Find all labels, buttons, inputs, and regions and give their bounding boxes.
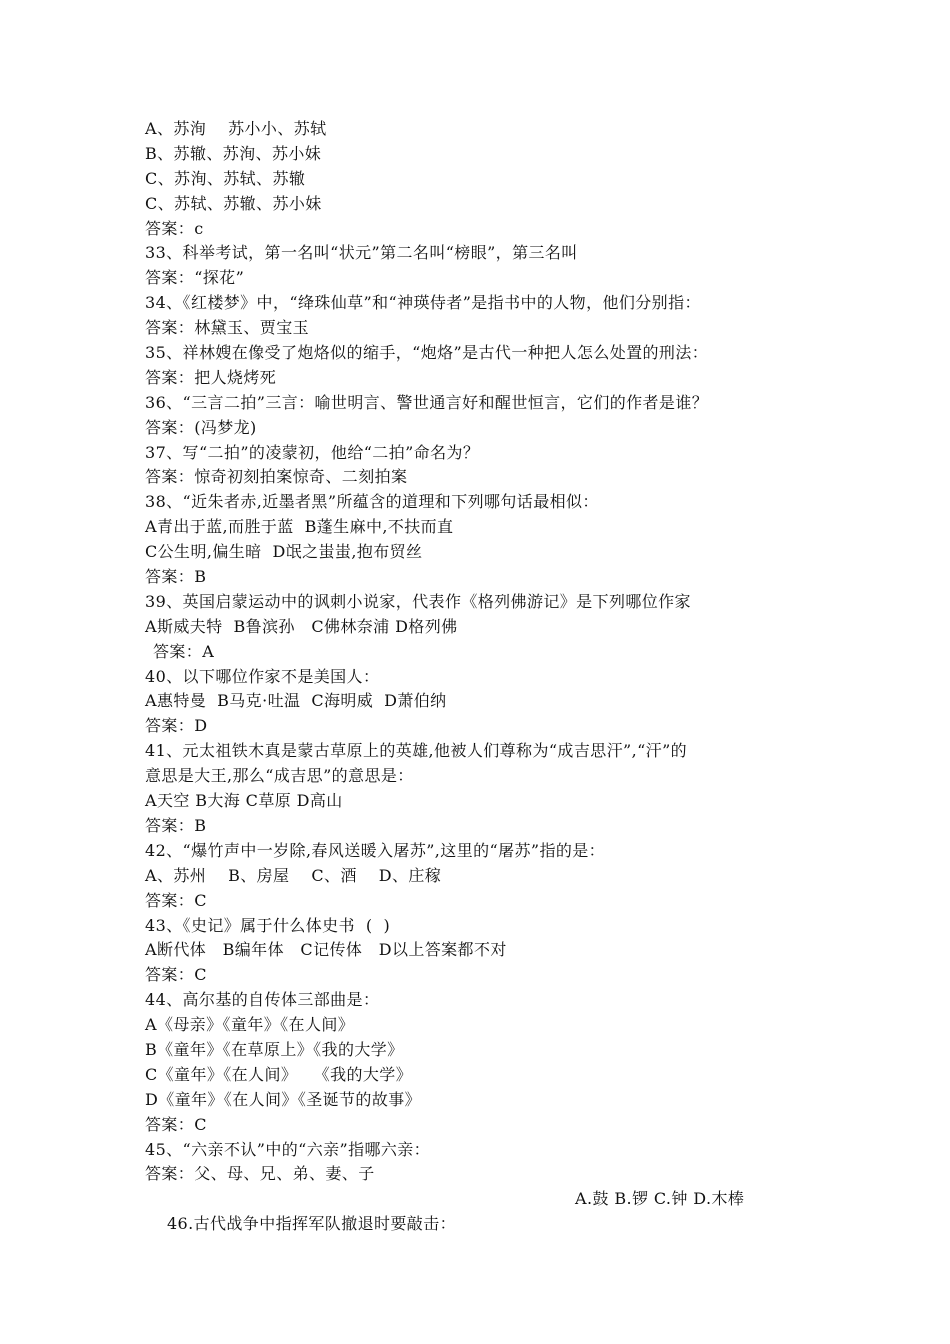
text-line: B、苏辙、苏洵、苏小妹: [145, 143, 322, 163]
text-line: C、苏轼、苏辙、苏小妹: [145, 193, 322, 213]
option-d: D《童年》《在人间》《圣诞节的故事》: [145, 1089, 422, 1109]
answer-line: 答案：父、母、兄、弟、妻、子: [145, 1164, 375, 1184]
document-page: [145, 117, 825, 1234]
question-41-continued: 意思是大王,那么“成吉思”的意思是：: [145, 766, 414, 786]
answer-line: 答案：“探花”: [145, 268, 245, 288]
options-line: A天空 B大海 C草原 D高山: [145, 791, 343, 811]
option-c: C《童年》《在人间》 《我的大学》: [145, 1064, 413, 1084]
question-46-options: A.鼓 B.锣 C.钟 D.木棒: [575, 1189, 745, 1209]
question-37: 37、写“二拍”的凌蒙初，他给“二拍”命名为？: [145, 442, 480, 462]
question-38: 38、“近朱者赤,近墨者黑”所蕴含的道理和下列哪句话最相似：: [145, 492, 599, 512]
answer-line: 答案：B: [145, 815, 207, 835]
answer-line: 答案：B: [145, 567, 207, 587]
answer-line: 答案：惊奇初刻拍案惊奇、二刻拍案: [145, 467, 408, 487]
question-42: 42、“爆竹声中一岁除,春风送暖入屠苏”,这里的“屠苏”指的是：: [145, 840, 606, 860]
answer-line: 答案：林黛玉、贾宝玉: [145, 318, 310, 338]
question-36: 36、“三言二拍”三言：喻世明言、警世通言好和醒世恒言，它们的作者是谁？: [145, 392, 709, 412]
answer-line: 答案：把人烧烤死: [145, 367, 277, 387]
question-46-text: 46.古代战争中指挥军队撤退时要敲击：: [166, 1214, 456, 1234]
question-40: 40、以下哪位作家不是美国人：: [145, 666, 380, 686]
options-line: A惠特曼 B马克·吐温 C海明威 D萧伯纳: [145, 691, 447, 711]
options-line: A断代体 B编年体 C记传体 D以上答案都不对: [145, 940, 507, 960]
options-line: C公生明,偏生暗 D氓之蚩蚩,抱布贸丝: [145, 542, 423, 562]
answer-line: 答案：(冯梦龙): [145, 417, 257, 437]
question-44: 44、高尔基的自传体三部曲是：: [145, 990, 380, 1010]
text-line: C、苏洵、苏轼、苏辙: [145, 168, 306, 188]
question-45: 45、“六亲不认”中的“六亲”指哪六亲：: [145, 1139, 431, 1159]
answer-line: 答案：A: [153, 641, 215, 661]
answer-line: 答案：C: [145, 1114, 207, 1134]
options-line: A青出于蓝,而胜于蓝 B蓬生麻中,不扶而直: [145, 517, 454, 537]
option-a: A《母亲》《童年》《在人间》: [145, 1015, 355, 1035]
options-line: A、苏州 B、房屋 C、酒 D、庄稼: [145, 865, 442, 885]
question-46: [145, 1187, 825, 1234]
question-35: 35、祥林嫂在像受了炮烙似的缩手，“炮烙”是古代一种把人怎么处置的刑法：: [145, 343, 709, 363]
answer-line: 答案：C: [145, 965, 207, 985]
question-34: 34、《红楼梦》中，“绛珠仙草”和“神瑛侍者”是指书中的人物，他们分别指：: [145, 293, 701, 313]
question-43: 43、《史记》属于什么体史书 ( ): [145, 915, 391, 935]
question-41: 41、元太祖铁木真是蒙古草原上的英雄,他被人们尊称为“成吉思汗”,“汗”的: [145, 741, 688, 761]
question-39: 39、英国启蒙运动中的讽刺小说家，代表作《格列佛游记》是下列哪位作家: [145, 591, 691, 611]
answer-line: 答案：c: [145, 218, 204, 238]
option-b: B《童年》《在草原上》《我的大学》: [145, 1039, 404, 1059]
answer-line: 答案：D: [145, 716, 208, 736]
answer-line: 答案：C: [145, 890, 207, 910]
question-33: 33、科举考试，第一名叫“状元”第二名叫“榜眼”，第三名叫: [145, 243, 578, 263]
options-line: A斯威夫特 B鲁滨孙 C佛林奈浦 D格列佛: [145, 616, 458, 636]
text-line: A、苏洵 苏小小、苏轼: [145, 119, 327, 138]
